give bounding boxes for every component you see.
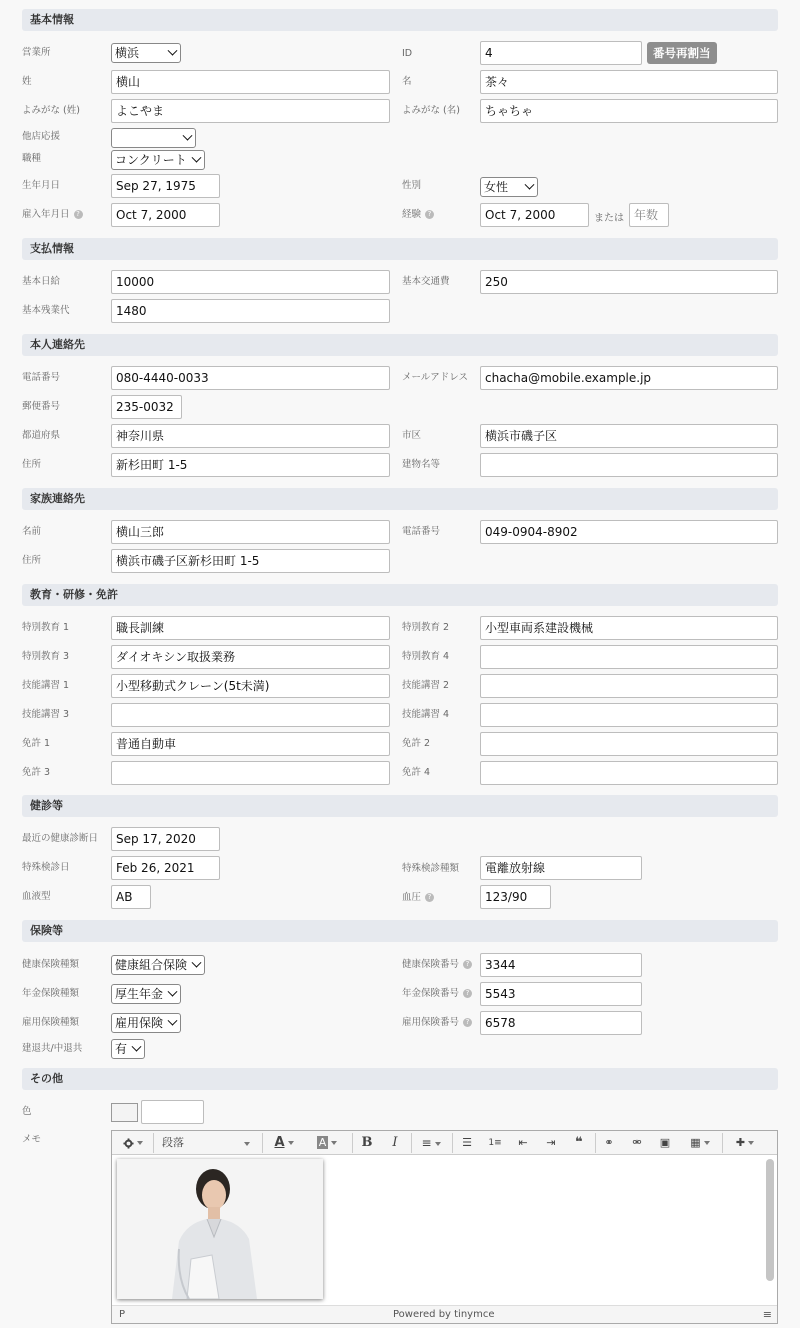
chevron-down-icon: [525, 180, 535, 190]
gender-label: 性別: [402, 180, 422, 191]
edu-label: 免許 3: [22, 767, 51, 778]
editor-toolbar: [112, 1131, 777, 1155]
office-label: 営業所: [22, 47, 51, 58]
recent-check-input[interactable]: Sep 17, 2020: [111, 827, 220, 851]
align-dropdown[interactable]: [416, 1131, 446, 1155]
section-insurance: 保険等: [22, 920, 778, 942]
exp-input[interactable]: Oct 7, 2000: [480, 203, 589, 227]
link-icon: ⚭: [604, 1136, 614, 1149]
family-name-label: 名前: [22, 526, 42, 537]
memo-editor[interactable]: [111, 1130, 778, 1324]
daily-label: 基本日給: [22, 276, 61, 287]
align-left-icon: ≡: [421, 1136, 432, 1150]
renumber-button[interactable]: 番号再割当: [647, 42, 717, 64]
job-select-value: コンクリート: [115, 153, 187, 167]
color-label: 色: [22, 1106, 32, 1117]
color-input[interactable]: [141, 1100, 204, 1124]
unlink-icon: ⚮: [632, 1136, 642, 1149]
bldg-label: 建物名等: [402, 459, 441, 470]
resize-handle-icon[interactable]: ≡: [762, 1308, 772, 1321]
id-label: ID: [402, 48, 413, 59]
pressure-input[interactable]: 123/90: [480, 885, 551, 909]
italic-button[interactable]: I: [392, 1135, 398, 1150]
last-kana-label: よみがな (姓): [22, 105, 80, 116]
pension-no-input[interactable]: 5543: [480, 982, 642, 1006]
employ-no-input[interactable]: 6578: [480, 1011, 642, 1035]
edu-input[interactable]: ダイオキシン取扱業務: [111, 645, 390, 669]
employ-no-label: [402, 1016, 472, 1030]
help-icon[interactable]: ?: [74, 210, 83, 219]
health-ins-no-label: [402, 958, 472, 972]
edu-label: 技能講習 2: [402, 680, 450, 691]
memo-photo: [117, 1159, 323, 1299]
edu-input[interactable]: [480, 761, 778, 785]
zip-input[interactable]: 235-0032: [111, 395, 182, 419]
pref-input[interactable]: 神奈川県: [111, 424, 390, 448]
gender-select-value: 女性: [484, 180, 509, 194]
bldg-input[interactable]: [480, 453, 778, 477]
family-addr-input[interactable]: 横浜市磯子区新杉田町 1-5: [111, 549, 390, 573]
first-kana-input[interactable]: ちゃちゃ: [480, 99, 778, 123]
family-name-input[interactable]: 横山三郎: [111, 520, 390, 544]
first-name-input[interactable]: 茶々: [480, 70, 778, 94]
text-color-icon: A: [274, 1135, 285, 1150]
first-name-label: 名: [402, 76, 412, 87]
link-button[interactable]: [600, 1131, 618, 1155]
numbered-list-icon: 1≡: [488, 1138, 502, 1148]
edu-input[interactable]: [111, 761, 390, 785]
edu-label: 特別教育 1: [22, 622, 70, 633]
background-color-icon: A: [318, 1136, 327, 1149]
numbered-list-button[interactable]: [486, 1131, 504, 1155]
powered-by: Powered by tinymce: [393, 1309, 495, 1320]
phone-label: 電話番号: [22, 372, 61, 383]
help-icon[interactable]: ?: [463, 960, 472, 969]
settings-dropdown[interactable]: [118, 1131, 148, 1155]
section-contact: 本人連絡先: [22, 334, 778, 356]
support-label: 他店応援: [22, 131, 61, 142]
edu-label: 技能講習 3: [22, 709, 70, 720]
edu-label: 特別教育 2: [402, 622, 450, 633]
outdent-icon: ⇤: [518, 1136, 528, 1149]
overtime-input[interactable]: 1480: [111, 299, 390, 323]
edu-label: 技能講習 4: [402, 709, 450, 720]
section-family: 家族連絡先: [22, 488, 778, 510]
blockquote-icon: ❝: [575, 1135, 583, 1150]
help-icon[interactable]: ?: [463, 1018, 472, 1027]
last-name-input[interactable]: 横山: [111, 70, 390, 94]
chevron-down-icon: [132, 1042, 142, 1052]
exp-label-text: 経験: [402, 209, 422, 220]
format-label: 段落: [162, 1136, 184, 1149]
chevron-down-icon: [168, 1016, 178, 1026]
edu-label: 特別教育 3: [22, 651, 70, 662]
edu-input[interactable]: [480, 732, 778, 756]
outdent-button[interactable]: [514, 1131, 532, 1155]
retire-select[interactable]: [111, 1039, 145, 1059]
special-type-label: 特殊検診種類: [402, 863, 460, 874]
bullet-list-button[interactable]: [458, 1131, 476, 1155]
hire-label: [22, 208, 83, 222]
section-basic: 基本情報: [22, 9, 778, 31]
support-select[interactable]: [111, 128, 196, 148]
color-swatch[interactable]: [111, 1103, 138, 1122]
pension-type-select[interactable]: [111, 984, 181, 1004]
image-button[interactable]: [656, 1131, 674, 1155]
special-check-label: 特殊検診日: [22, 862, 70, 873]
health-ins-type-label: 健康保険種類: [22, 959, 80, 970]
pension-no-label: [402, 987, 472, 1001]
edu-input[interactable]: 普通自動車: [111, 732, 390, 756]
transport-label: 基本交通費: [402, 276, 450, 287]
edu-input[interactable]: 職長訓練: [111, 616, 390, 640]
chevron-down-icon: [192, 958, 202, 968]
unlink-button[interactable]: [628, 1131, 646, 1155]
plugin-dropdown[interactable]: [728, 1131, 762, 1155]
edu-label: 技能講習 1: [22, 680, 70, 691]
bullet-list-icon: ☰: [462, 1136, 472, 1149]
text-color-button[interactable]: [266, 1131, 302, 1155]
blood-label: 血液型: [22, 891, 51, 902]
help-icon[interactable]: ?: [425, 893, 434, 902]
city-label: 市区: [402, 430, 422, 441]
or-text: または: [594, 213, 624, 224]
section-other: その他: [22, 1068, 778, 1090]
editor-statusbar: [112, 1305, 777, 1323]
recent-check-label: 最近の健康診断日: [22, 833, 99, 844]
memo-label: メモ: [22, 1134, 42, 1145]
daily-input[interactable]: 10000: [111, 270, 390, 294]
special-type-input[interactable]: 電離放射線: [480, 856, 642, 880]
table-dropdown[interactable]: [684, 1131, 716, 1155]
employ-type-value: 雇用保険: [115, 1016, 164, 1030]
job-select[interactable]: [111, 150, 205, 170]
bold-button[interactable]: B: [361, 1135, 373, 1150]
editor-scrollbar[interactable]: [766, 1159, 774, 1281]
section-health: 健診等: [22, 795, 778, 817]
office-select[interactable]: [111, 43, 181, 63]
exp-label: [402, 208, 434, 222]
employ-no-label-text: 雇用保険番号: [402, 1017, 460, 1028]
edu-input[interactable]: [111, 703, 390, 727]
birth-label: 生年月日: [22, 180, 61, 191]
chevron-down-icon: [168, 46, 178, 56]
office-select-value: 横浜: [115, 46, 140, 60]
id-input[interactable]: 4: [480, 41, 642, 65]
family-phone-label: 電話番号: [402, 526, 441, 537]
edu-input[interactable]: 小型車両系建設機械: [480, 616, 778, 640]
employ-type-label: 雇用保険種類: [22, 1017, 80, 1028]
blockquote-button[interactable]: [570, 1131, 588, 1155]
mail-label: メールアドレス: [402, 372, 469, 383]
person-photo: [117, 1159, 323, 1299]
birth-input[interactable]: Sep 27, 1975: [111, 174, 220, 198]
background-color-button[interactable]: [308, 1131, 346, 1155]
edu-label: 免許 2: [402, 738, 431, 749]
retire-value: 有: [115, 1042, 128, 1056]
table-icon: ▦: [690, 1136, 701, 1149]
hire-label-text: 雇入年月日: [22, 209, 70, 220]
pension-type-value: 厚生年金: [115, 987, 164, 1001]
health-ins-type-value: 健康組合保険: [115, 958, 188, 972]
addr-input[interactable]: 新杉田町 1-5: [111, 453, 390, 477]
pension-type-label: 年金保険種類: [22, 988, 80, 999]
edu-input[interactable]: [480, 674, 778, 698]
gear-icon: [123, 1138, 134, 1149]
special-check-input[interactable]: Feb 26, 2021: [111, 856, 220, 880]
help-icon[interactable]: ?: [425, 210, 434, 219]
employ-type-select[interactable]: [111, 1013, 181, 1033]
family-phone-input[interactable]: 049-0904-8902: [480, 520, 778, 544]
hire-input[interactable]: Oct 7, 2000: [111, 203, 220, 227]
family-addr-label: 住所: [22, 555, 42, 566]
health-ins-type-select[interactable]: [111, 955, 205, 975]
edu-label: 免許 1: [22, 738, 51, 749]
format-dropdown[interactable]: [158, 1131, 254, 1155]
indent-icon: ⇥: [546, 1136, 556, 1149]
indent-button[interactable]: [542, 1131, 560, 1155]
chevron-down-icon: [168, 987, 178, 997]
addr-label: 住所: [22, 459, 42, 470]
edu-input[interactable]: [480, 645, 778, 669]
edu-label: 免許 4: [402, 767, 431, 778]
last-name-label: 姓: [22, 76, 32, 87]
health-ins-no-input[interactable]: 3344: [480, 953, 642, 977]
health-ins-no-label-text: 健康保険番号: [402, 959, 460, 970]
gender-select[interactable]: [480, 177, 538, 197]
city-input[interactable]: 横浜市磯子区: [480, 424, 778, 448]
section-edu: 教育・研修・免許: [22, 584, 778, 606]
pressure-label-text: 血圧: [402, 892, 422, 903]
help-icon[interactable]: ?: [463, 989, 472, 998]
last-kana-input[interactable]: よこやま: [111, 99, 390, 123]
puzzle-icon: ✚: [735, 1136, 746, 1149]
edu-input[interactable]: 小型移動式クレーン(5t未満): [111, 674, 390, 698]
image-icon: ▣: [659, 1136, 671, 1149]
transport-input[interactable]: 250: [480, 270, 778, 294]
pref-label: 都道府県: [22, 430, 61, 441]
pension-no-label-text: 年金保険番号: [402, 988, 460, 999]
job-label: 職種: [22, 153, 42, 164]
chevron-down-icon: [183, 131, 193, 141]
zip-label: 郵便番号: [22, 401, 61, 412]
overtime-label: 基本残業代: [22, 305, 70, 316]
mail-input[interactable]: chacha@mobile.example.jp: [480, 366, 778, 390]
blood-input[interactable]: AB: [111, 885, 151, 909]
edu-input[interactable]: [480, 703, 778, 727]
edu-label: 特別教育 4: [402, 651, 450, 662]
section-pay: 支払情報: [22, 238, 778, 260]
pressure-label: [402, 891, 434, 905]
retire-label: 建退共/中退共: [22, 1043, 83, 1054]
years-input[interactable]: 年数: [629, 203, 669, 227]
status-path: P: [119, 1309, 126, 1320]
first-kana-label: よみがな (名): [402, 105, 460, 116]
phone-input[interactable]: 080-4440-0033: [111, 366, 390, 390]
chevron-down-icon: [192, 153, 202, 163]
